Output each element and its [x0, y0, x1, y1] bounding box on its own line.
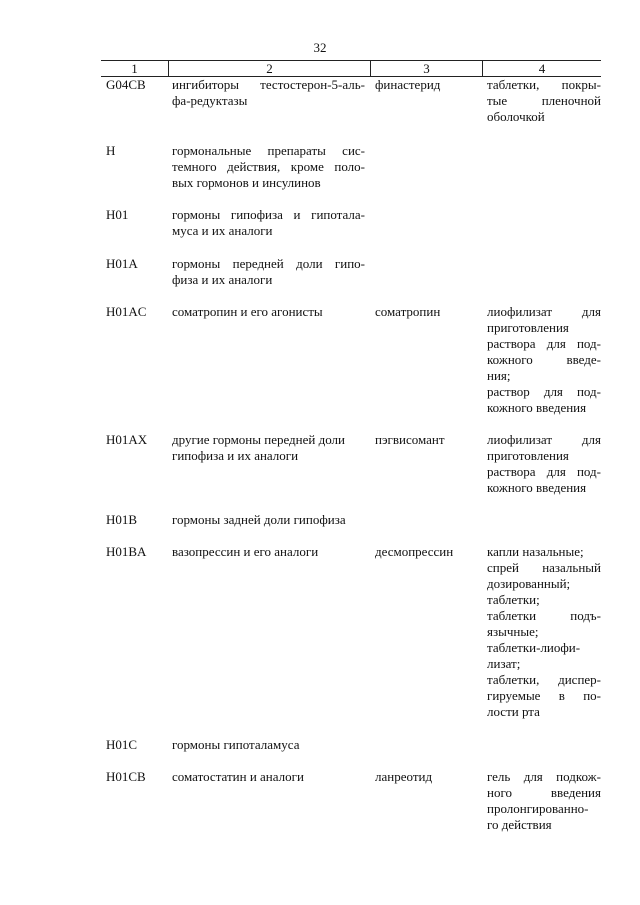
form-line: оболочкой	[487, 109, 545, 124]
table-row	[101, 304, 601, 416]
column-header-2: 2	[168, 61, 370, 76]
page-number: 32	[313, 40, 327, 55]
table-row	[101, 432, 601, 496]
form-line: тые пленочной	[487, 93, 601, 108]
group-name	[168, 143, 370, 191]
group-name	[168, 512, 370, 528]
form-line: лости рта	[487, 704, 540, 719]
group-name	[168, 207, 370, 239]
form-line: гель для подкож-	[487, 769, 601, 784]
column-header-1: 1	[131, 61, 138, 76]
form-line: ного введения	[487, 785, 601, 800]
column-header-3: 3	[370, 61, 482, 76]
dosage-form	[482, 512, 601, 528]
dosage-form	[482, 77, 601, 125]
dosage-form	[482, 256, 601, 288]
atc-code: H01AX	[106, 432, 148, 447]
form-line: спрей назальный	[487, 560, 601, 575]
form-line: таблетки-лиофи-	[487, 640, 581, 655]
form-line: кожного введения	[487, 400, 587, 415]
table-row	[101, 143, 601, 191]
group-name	[168, 77, 370, 125]
form-line: раствора для под-	[487, 336, 601, 351]
form-line: ния;	[487, 368, 511, 383]
drug-name: соматропин	[375, 304, 441, 319]
group-line: вазопрессин и его аналоги	[172, 544, 319, 559]
drug-name	[370, 207, 482, 239]
form-line: кожного введе-	[487, 352, 601, 367]
form-line: раствора для под-	[487, 464, 601, 479]
form-line: таблетки;	[487, 592, 540, 607]
form-line: дозированный;	[487, 576, 571, 591]
table-row	[101, 544, 601, 720]
group-line: гормоны гипоталамуса	[172, 737, 300, 752]
form-line: раствор для под-	[487, 384, 601, 399]
dosage-form	[482, 304, 601, 416]
dosage-form	[482, 143, 601, 191]
form-line: пролонгированно-	[487, 801, 589, 816]
group-line: темного действия, кроме поло-	[172, 159, 365, 174]
form-line: капли назальные;	[487, 544, 584, 559]
atc-code: H01B	[106, 512, 138, 527]
group-line: гипофиза и их аналоги	[172, 448, 299, 463]
group-line: гормоны гипофиза и гипотала-	[172, 207, 365, 222]
atc-code: H01A	[106, 256, 138, 271]
group-line: другие гормоны передней доли	[172, 432, 345, 447]
form-line: язычные;	[487, 624, 539, 639]
drug-name: пэгвисомант	[375, 432, 445, 447]
form-line: кожного введения	[487, 480, 587, 495]
form-line: лизат;	[487, 656, 521, 671]
group-name	[168, 256, 370, 288]
atc-code: H01AC	[106, 304, 147, 319]
atc-code: G04CB	[106, 77, 146, 92]
group-name	[168, 769, 370, 833]
atc-code: H01BA	[106, 544, 147, 559]
table-row	[101, 512, 601, 528]
form-line: лиофилизат для	[487, 304, 601, 319]
drug-name	[370, 512, 482, 528]
form-line: го действия	[487, 817, 552, 832]
dosage-form	[482, 544, 601, 720]
group-line: вых гормонов и инсулинов	[172, 175, 321, 190]
drug-name: ланреотид	[375, 769, 433, 784]
table-row	[101, 737, 601, 753]
atc-code: H	[106, 143, 116, 158]
drug-name: финастерид	[375, 77, 441, 92]
table-row	[101, 207, 601, 239]
dosage-form	[482, 737, 601, 753]
drug-name	[370, 737, 482, 753]
group-name	[168, 304, 370, 416]
form-line: таблетки, покры-	[487, 77, 601, 92]
drug-name	[370, 256, 482, 288]
drug-name: десмопрессин	[375, 544, 454, 559]
group-line: соматропин и его агонисты	[172, 304, 323, 319]
atc-code: H01CB	[106, 769, 146, 784]
form-line: таблетки, диспер-	[487, 672, 601, 687]
group-line: соматостатин и аналоги	[172, 769, 304, 784]
group-line: физа и их аналоги	[172, 272, 273, 287]
group-line: ингибиторы тестостерон-5-аль-	[172, 77, 365, 92]
atc-code: H01	[106, 207, 129, 222]
group-name	[168, 737, 370, 753]
form-line: таблетки подъ-	[487, 608, 601, 623]
table-row	[101, 77, 601, 125]
drug-name	[370, 143, 482, 191]
atc-code: H01C	[106, 737, 138, 752]
table-row	[101, 256, 601, 288]
form-line: приготовления	[487, 448, 569, 463]
group-line: фа-редуктазы	[172, 93, 248, 108]
table-header	[101, 60, 601, 77]
dosage-form	[482, 432, 601, 496]
group-line: гормоны задней доли гипофиза	[172, 512, 346, 527]
group-name	[168, 544, 370, 720]
group-line: муса и их аналоги	[172, 223, 273, 238]
form-line: лиофилизат для	[487, 432, 601, 447]
table-row	[101, 769, 601, 833]
group-line: гормональные препараты сис-	[172, 143, 365, 158]
dosage-form	[482, 769, 601, 833]
group-line: гормоны передней доли гипо-	[172, 256, 365, 271]
group-name	[168, 432, 370, 496]
column-header-4: 4	[482, 61, 601, 76]
form-line: приготовления	[487, 320, 569, 335]
form-line: гируемые в по-	[487, 688, 601, 703]
dosage-form	[482, 207, 601, 239]
